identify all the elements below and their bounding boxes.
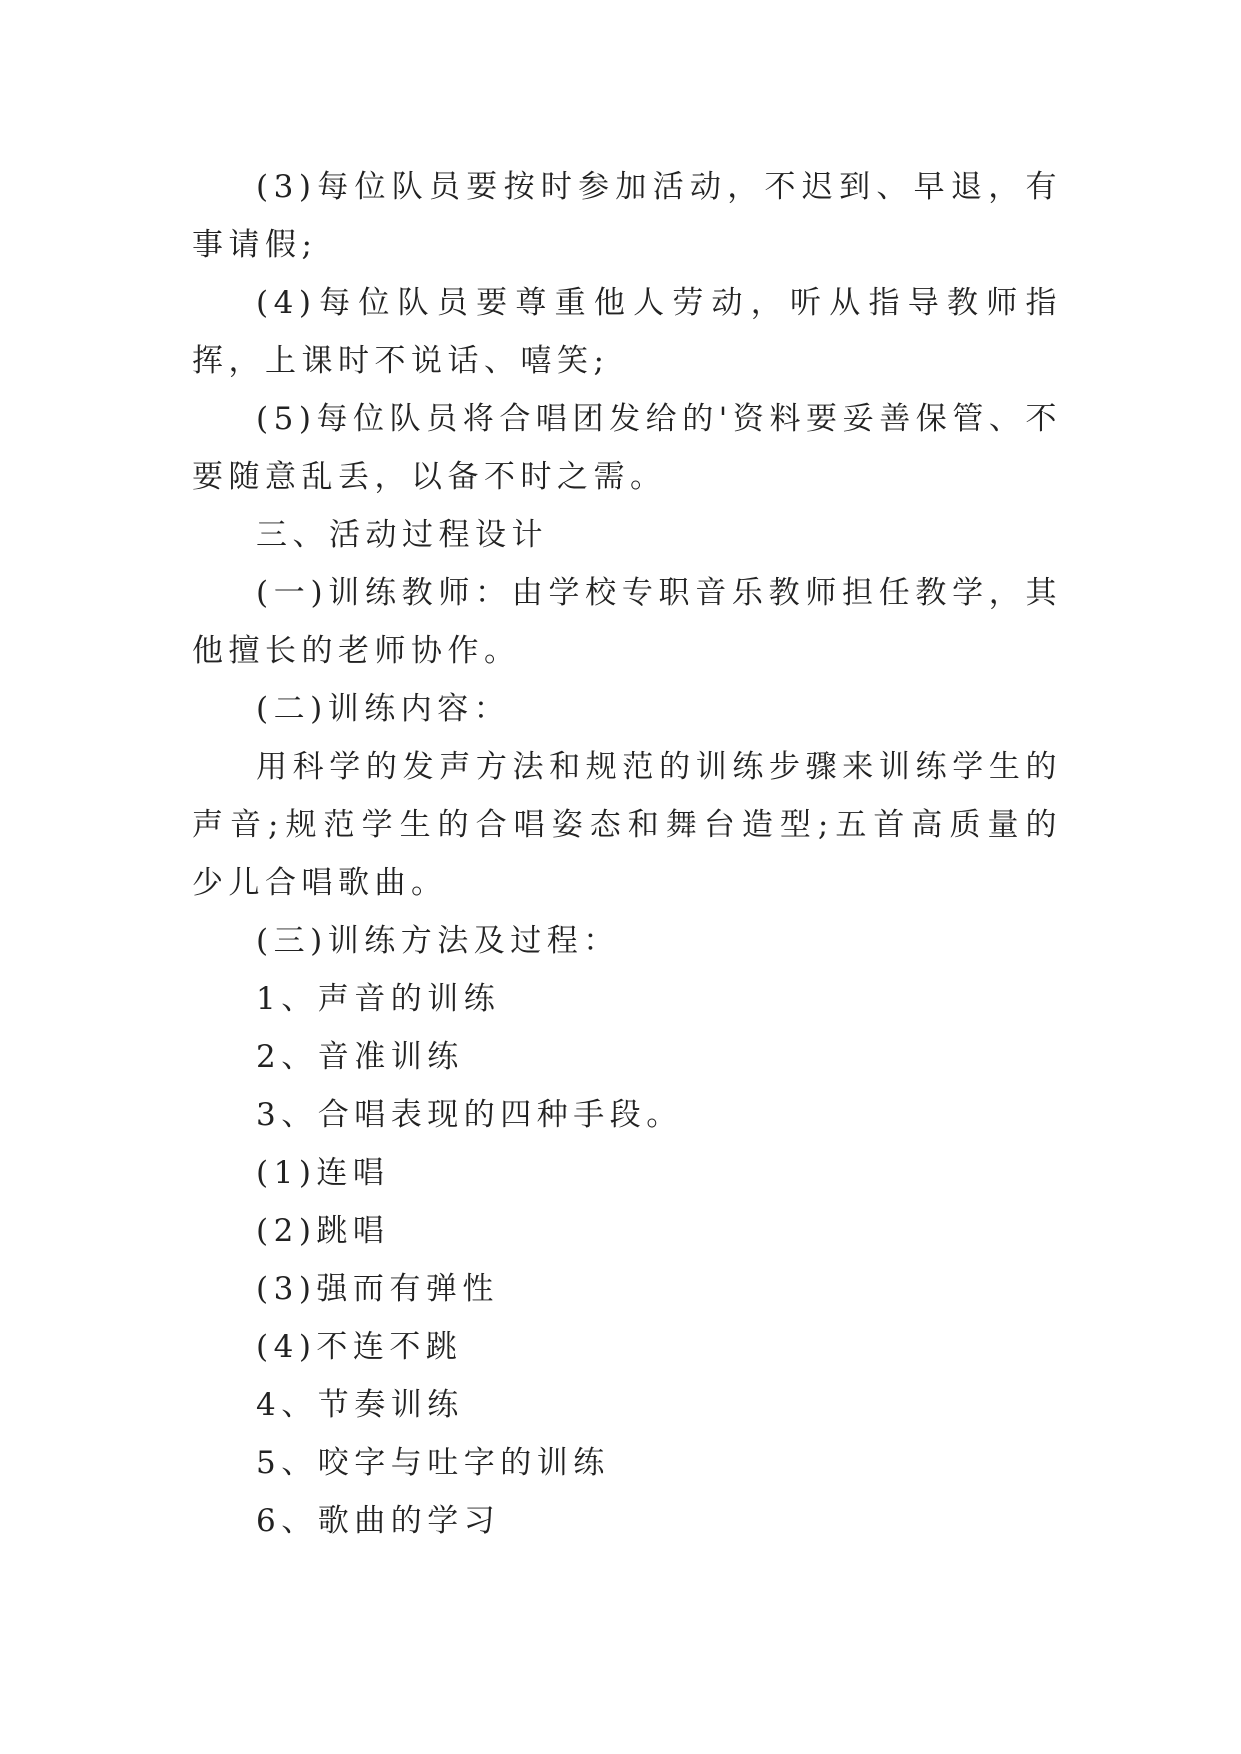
list-item-staccato: (2)跳唱 (256, 1213, 390, 1249)
list-item-diction-training: 5、咬字与吐字的训练 (256, 1445, 610, 1481)
paragraph-rule-5: (5)每位队员将合唱团发给的'资料要妥善保管、不要随意乱丢，以备不时之需。 (192, 401, 1062, 495)
list-item-non-legato: (4)不连不跳 (256, 1329, 463, 1365)
list-item-pitch-training: 2、音准训练 (256, 1039, 464, 1075)
list-item-voice-training: 1、声音的训练 (256, 981, 501, 1017)
paragraph-training-teacher: (一)训练教师：由学校专职音乐教师担任教学，其他擅长的老师协作。 (192, 575, 1062, 669)
list-item-song-learning: 6、歌曲的学习 (256, 1503, 501, 1539)
subheading-training-method: (三)训练方法及过程： (256, 923, 620, 959)
paragraph-rule-4: (4)每位队员要尊重他人劳动，听从指导教师指挥，上课时不说话、嘻笑; (192, 285, 1062, 379)
list-item-legato: (1)连唱 (256, 1155, 390, 1191)
subheading-training-content: (二)训练内容： (256, 691, 511, 727)
list-item-four-techniques: 3、合唱表现的四种手段。 (256, 1097, 683, 1133)
paragraph-rule-3: (3)每位队员要按时参加活动，不迟到、早退，有事请假; (192, 169, 1062, 263)
paragraph-training-content: 用科学的发声方法和规范的训练步骤来训练学生的声音;规范学生的合唱姿态和舞台造型;五首高质量的少儿合唱歌曲。 (192, 749, 1062, 901)
document-body (192, 158, 1062, 1550)
list-item-rhythm-training: 4、节奏训练 (256, 1387, 464, 1423)
list-item-strong-elastic: (3)强而有弹性 (256, 1271, 499, 1307)
section-heading-activity-design: 三、活动过程设计 (256, 517, 548, 553)
